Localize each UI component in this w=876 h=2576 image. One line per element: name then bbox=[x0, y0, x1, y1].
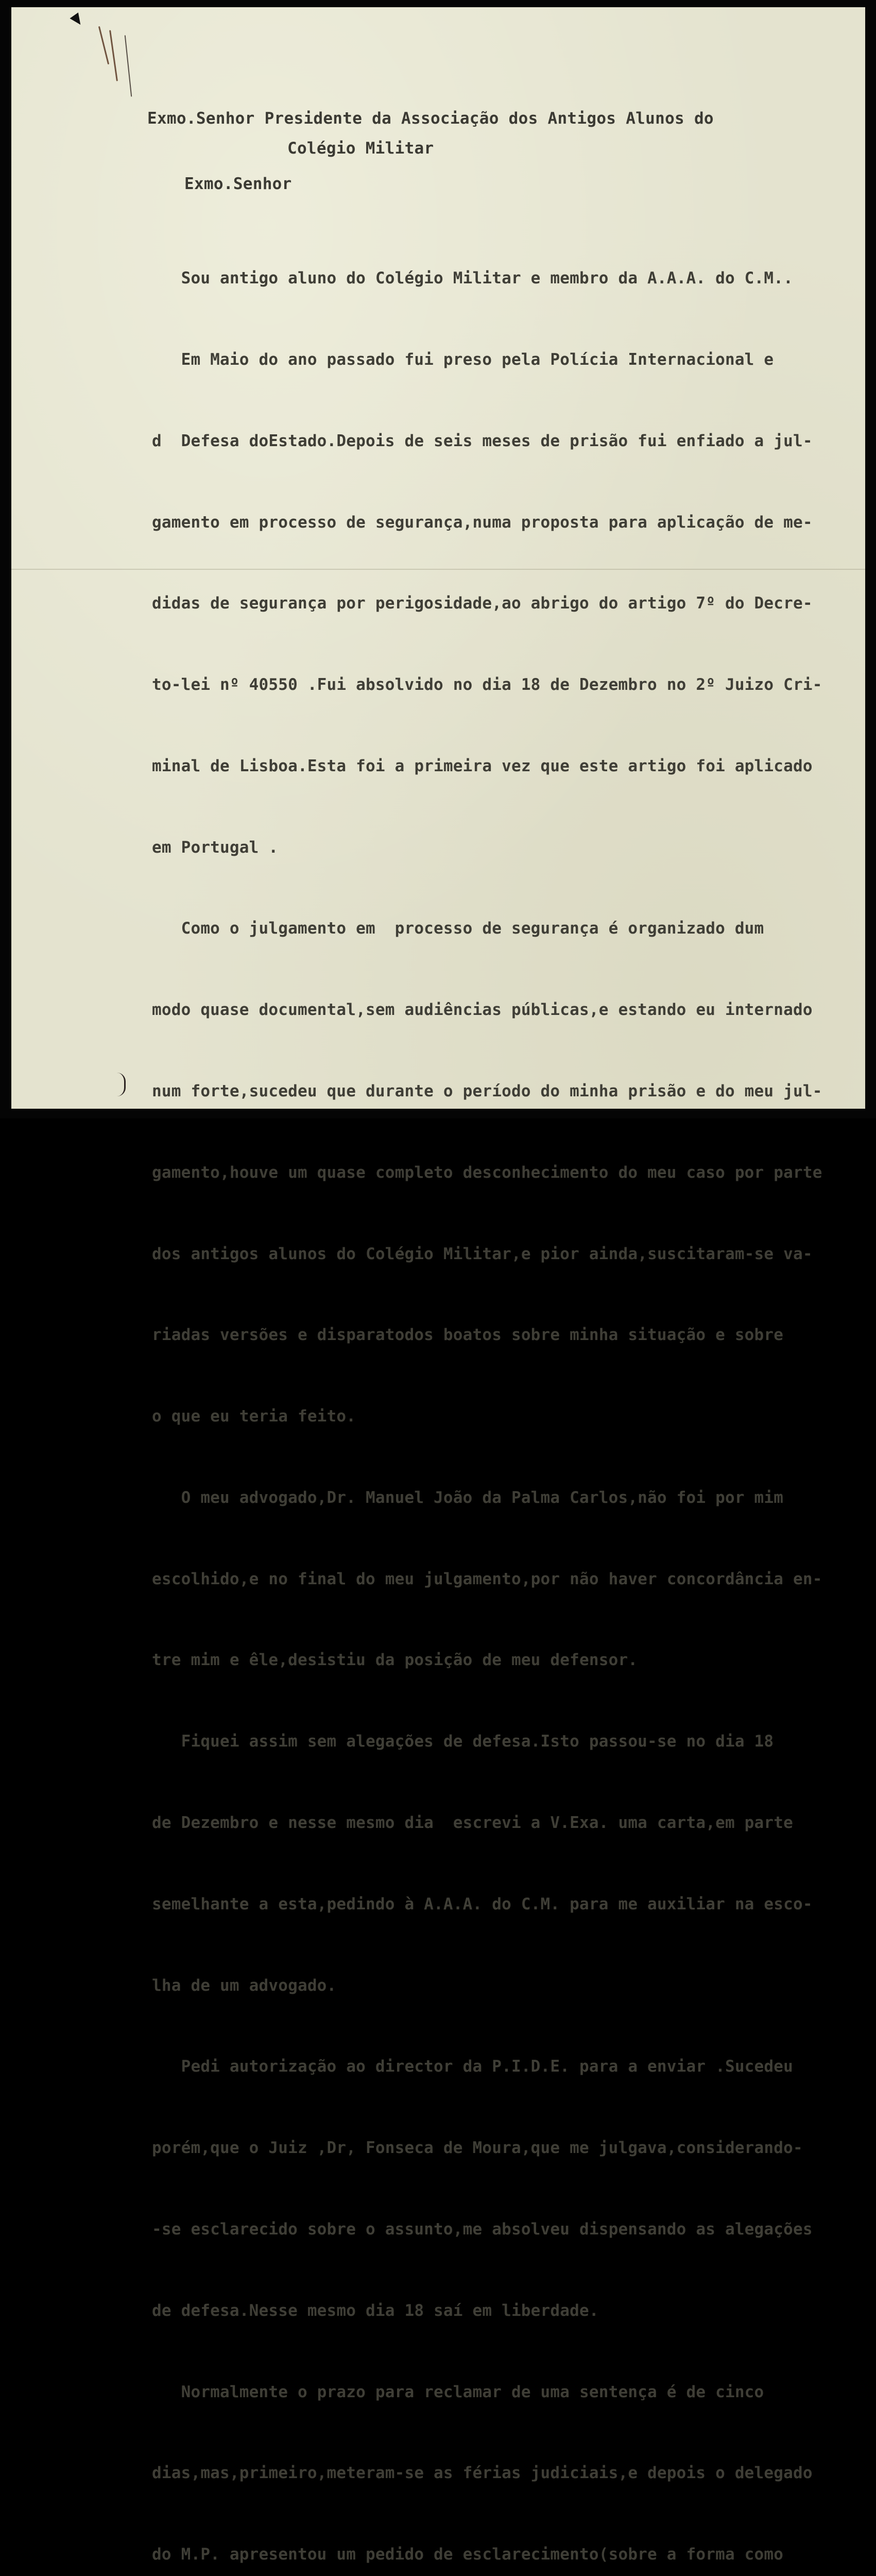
body-line: tre mim e êle,desistiu da posição de meu defensor. bbox=[152, 1651, 638, 1670]
body-line: Fiquei assim sem alegações de defesa.Isto passou-se no dia 18 bbox=[152, 1732, 774, 1751]
body-line: Normalmente o prazo para reclamar de uma sentença é de cinco bbox=[152, 2382, 764, 2401]
body-line: Sou antigo aluno do Colégio Militar e membro da A.A.A. do C.M.. bbox=[152, 269, 793, 288]
body-line: to-lei nº 40550 .Fui absolvido no dia 18 de Dezembro no 2º Juizo Cri- bbox=[152, 675, 822, 694]
letter-heading-line2: Colégio Militar bbox=[287, 139, 434, 158]
body-line: o que eu teria feito. bbox=[152, 1407, 356, 1426]
body-line: Como o julgamento em processo de segurança é organizado dum bbox=[152, 919, 764, 938]
body-line: modo quase documental,sem audiências públicas,e estando eu internado bbox=[152, 1001, 813, 1020]
body-line: do M.P. apresentou um pedido de esclarecimento(sobre a forma como bbox=[152, 2545, 784, 2564]
letter-body bbox=[152, 211, 822, 2576]
typed-letter-page bbox=[11, 7, 865, 2564]
body-line: de defesa.Nesse mesmo dia 18 saí em liberdade. bbox=[152, 2301, 599, 2320]
body-line: num forte,sucedeu que durante o período do minha prisão e do meu jul- bbox=[152, 1082, 822, 1100]
margin-pencil-mark bbox=[117, 1073, 126, 1096]
body-line: gamento,houve um quase completo desconhecimento do meu caso por parte bbox=[152, 1163, 822, 1182]
body-line: porém,que o Juiz ,Dr, Fonseca de Moura,que me julgava,considerando- bbox=[152, 2139, 803, 2158]
staple-mark-2 bbox=[109, 30, 118, 81]
body-line: dos antigos alunos do Colégio Militar,e pior ainda,suscitaram-se va- bbox=[152, 1244, 813, 1263]
body-line: didas de segurança por perigosidade,ao abrigo do artigo 7º do Decre- bbox=[152, 594, 813, 613]
body-line: Pedi autorização ao director da P.I.D.E. para a enviar .Sucedeu bbox=[152, 2057, 793, 2076]
body-line: dias,mas,primeiro,meteram-se as férias judiciais,e depois o delegado bbox=[152, 2464, 813, 2483]
body-line: lha de um advogado. bbox=[152, 1976, 337, 1995]
body-line: semelhante a esta,pedindo à A.A.A. do C.M. para me auxiliar na esco- bbox=[152, 1894, 813, 1913]
body-line: d Defesa doEstado.Depois de seis meses de prisão fui enfiado a jul- bbox=[152, 431, 813, 450]
staple-mark-1 bbox=[98, 26, 109, 64]
body-line: de Dezembro e nesse mesmo dia escrevi a V.Exa. uma carta,em parte bbox=[152, 1814, 793, 1833]
staple-mark-3 bbox=[125, 35, 132, 97]
body-line: escolhido,e no final do meu julgamento,por não haver concordância en- bbox=[152, 1569, 822, 1588]
letter-heading-line1: Exmo.Senhor Presidente da Associação dos Antigos Alunos do bbox=[147, 109, 714, 128]
body-line: -se esclarecido sobre o assunto,me absolveu dispensando as alegações bbox=[152, 2219, 813, 2239]
body-line: Em Maio do ano passado fui preso pela Polícia Internacional e bbox=[152, 350, 774, 369]
body-line: riadas versões e disparatodos boatos sobre minha situação e sobre bbox=[152, 1326, 784, 1345]
body-line: em Portugal . bbox=[152, 838, 279, 857]
corner-mark bbox=[70, 12, 84, 27]
body-line: minal de Lisboa.Esta foi a primeira vez que este artigo foi aplicado bbox=[152, 756, 813, 775]
body-line: gamento em processo de segurança,numa proposta para aplicação de me- bbox=[152, 513, 813, 532]
letter-salutation: Exmo.Senhor bbox=[184, 175, 292, 193]
body-line: O meu advogado,Dr. Manuel João da Palma Carlos,não foi por mim bbox=[152, 1488, 784, 1507]
